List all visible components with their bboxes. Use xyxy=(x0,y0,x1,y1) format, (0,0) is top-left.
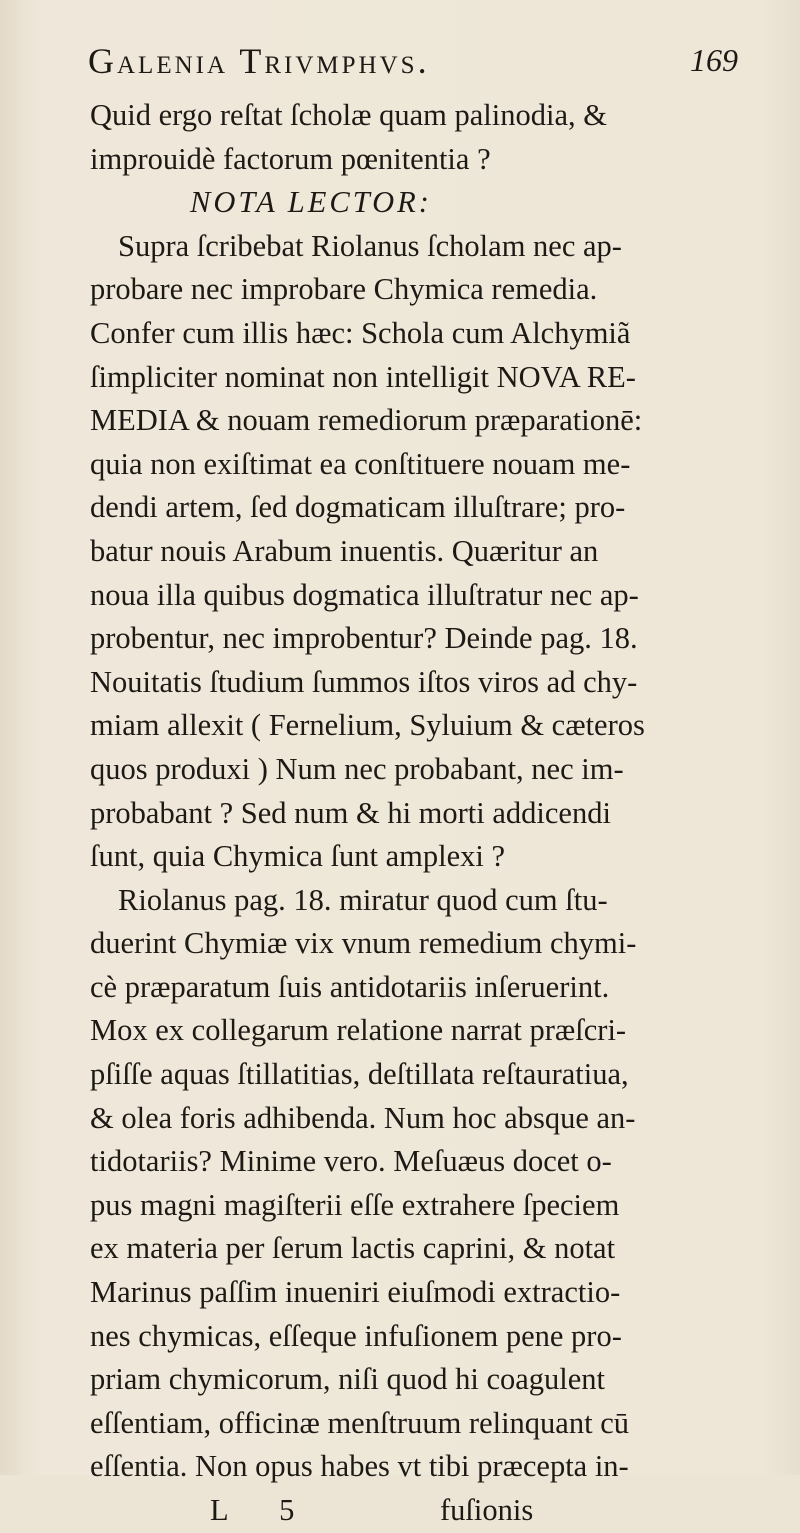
text-line: Confer cum illis hæc: Schola cum Alchymiã xyxy=(90,315,631,350)
text-line: dendi artem, ſed dogmaticam illuſtrare; pro- xyxy=(90,490,626,525)
text-line: quia non exiſtimat ea conſtituere nouam me- xyxy=(90,446,631,481)
text-line: Mox ex collegarum relatione narrat præſcri- xyxy=(90,1013,627,1048)
text-line: pſiſſe aquas ſtillatitias, deſtillata reſtauratiua, xyxy=(90,1057,629,1092)
text-line: quos produxi ) Num nec probabant, nec im- xyxy=(90,751,624,786)
text-line: priam chymicorum, niſi quod hi coagulent xyxy=(90,1362,606,1397)
text-line: eſſentia. Non opus habes vt tibi præcepta in- xyxy=(90,1449,629,1484)
text-line: Riolanus pag. 18. miratur quod cum ſtu- xyxy=(118,882,608,917)
signature-mark: L 5 xyxy=(210,1493,317,1527)
body-text xyxy=(90,94,760,1533)
text-line: probentur, nec improbentur? Deinde pag. 18. xyxy=(90,621,638,656)
text-line: & olea foris adhibenda. Num hoc absque an- xyxy=(90,1100,636,1135)
text-line: Supra ſcribebat Riolanus ſcholam nec ap- xyxy=(118,228,622,263)
nota-lector-heading: NOTA LECTOR: xyxy=(190,185,432,220)
text-line: miam allexit ( Fernelium, Syluium & cæteros xyxy=(90,708,645,743)
text-line: batur nouis Arabum inuentis. Quæritur an xyxy=(90,533,599,568)
text-line: MEDIA & nouam remediorum præparationē: xyxy=(90,403,643,438)
text-line: pus magni magiſterii eſſe extrahere ſpeciem xyxy=(90,1187,620,1222)
text-line: ſimpliciter nominat non intelligit NOVA RE- xyxy=(90,359,636,394)
text-line: Marinus paſſim inueniri eiuſmodi extractio- xyxy=(90,1275,621,1310)
text-line: probare nec improbare Chymica remedia. xyxy=(90,272,598,307)
text-line: duerint Chymiæ vix vnum remedium chymi- xyxy=(90,926,637,961)
catchword: fuſionis xyxy=(440,1493,534,1527)
page-number: 169 xyxy=(690,42,738,78)
text-line: ſunt, quia Chymica ſunt amplexi ? xyxy=(90,839,506,874)
text-line: noua illa quibus dogmatica illuſtratur nec ap- xyxy=(90,577,639,612)
text-line: eſſentiam, officinæ menſtruum relinquant cū xyxy=(90,1405,629,1440)
text-line: nes chymicas, eſſeque infuſionem pene pro- xyxy=(90,1318,622,1353)
page-header xyxy=(88,40,738,84)
text-line: ex materia per ſerum lactis caprini, & notat xyxy=(90,1231,616,1266)
text-line: cè præparatum ſuis antidotariis inſeruerint. xyxy=(90,969,610,1004)
text-line: Quid ergo reſtat ſcholæ quam palinodia, & xyxy=(90,98,607,132)
text-line: probabant ? Sed num & hi morti addicendi xyxy=(90,795,611,830)
running-title: Galenia Trivmphvs. xyxy=(88,41,430,81)
page-footer-line xyxy=(90,1489,760,1533)
text-line: improuidè factorum pœnitentia ? xyxy=(90,141,491,176)
text-line: tidotariis? Minime vero. Meſuæus docet o- xyxy=(90,1144,612,1179)
text-line: Nouitatis ſtudium ſummos iſtos viros ad chy- xyxy=(90,664,638,699)
